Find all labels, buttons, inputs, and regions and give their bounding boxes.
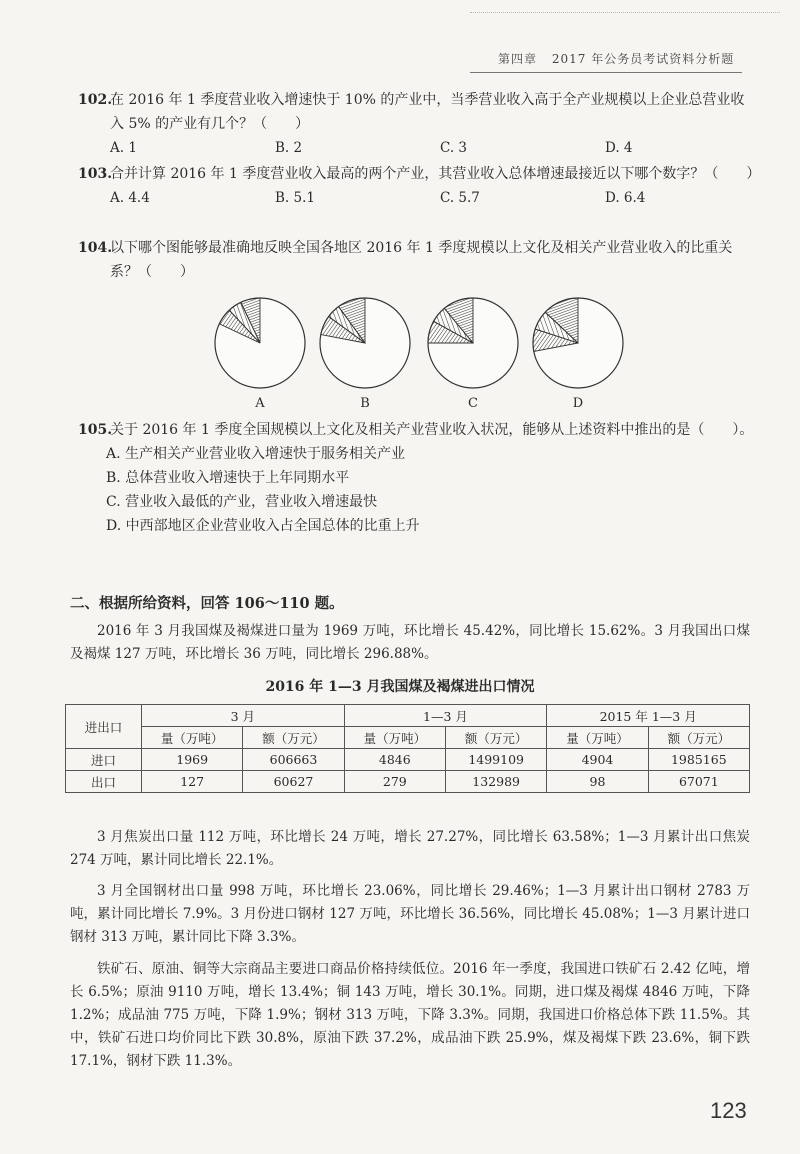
material-paragraph-1: 2016 年 3 月我国煤及褐煤进口量为 1969 万吨，环比增长 45.42%，同比增长 15.62%。3 月我国出口煤及褐煤 127 万吨，环比增长 36 万吨，同比增长 296.88%。 (70, 623, 750, 662)
row-label: 出口 (66, 771, 142, 793)
pie-label-a[interactable]: A (255, 396, 265, 411)
material-paragraph-3: 3 月全国钢材出口量 998 万吨，环比增长 23.06%，同比增长 29.46%；1—3 月累计出口钢材 2783 万吨，累计同比增长 7.9%。3 月份进口钢材 127 万吨，环比增长 36.56%，同比增长 45.08%；1—3 月累计进口钢材 313 万吨，累计同比下降 3.3%。 (70, 883, 750, 945)
question-number: 103. (78, 166, 113, 182)
table-subheader-row (66, 727, 750, 749)
table-cell: 60627 (243, 771, 344, 793)
table-cell: 67071 (648, 771, 749, 793)
top-dotted-line (470, 12, 780, 13)
pie-label-d[interactable]: D (572, 396, 584, 411)
question-102 (78, 88, 758, 158)
table-cell: 98 (547, 771, 648, 793)
pie-chart-options (205, 288, 625, 418)
question-stem: 关于 2016 年 1 季度全国规模以上文化及相关产业营业收入状况，能够从上述资料中推出的是（ ）。 (110, 422, 754, 438)
table-cell: 279 (344, 771, 445, 793)
pie-label-b[interactable]: B (360, 396, 370, 411)
sub-header: 额（万元） (243, 727, 344, 749)
table-header-row (66, 705, 750, 727)
option-c[interactable]: C. 5.7 (440, 190, 480, 206)
option-b[interactable]: B. 总体营业收入增速快于上年同期水平 (106, 470, 350, 486)
options-list (106, 442, 758, 538)
material-paragraph-2: 3 月焦炭出口量 112 万吨，环比增长 24 万吨，增长 27.27%，同比增长 63.58%；1—3 月累计出口焦炭 274 万吨，累计同比增长 22.1%。 (70, 829, 750, 868)
table-cell: 132989 (445, 771, 546, 793)
table-cell: 127 (142, 771, 243, 793)
option-b[interactable]: B. 5.1 (275, 190, 315, 206)
sub-header: 额（万元） (445, 727, 546, 749)
option-c[interactable]: C. 营业收入最低的产业，营业收入增速最快 (106, 494, 378, 510)
question-number: 104. (78, 240, 113, 256)
group-header: 1—3 月 (344, 705, 547, 727)
pie-label-c[interactable]: C (468, 396, 478, 411)
sub-header: 量（万吨） (344, 727, 445, 749)
option-b[interactable]: B. 2 (275, 140, 303, 156)
pie-charts (205, 288, 625, 398)
question-103 (78, 162, 761, 208)
header-rule (470, 72, 742, 73)
table-row (66, 749, 750, 771)
table-cell: 1499109 (445, 749, 546, 771)
option-a[interactable]: A. 生产相关产业营业收入增速快于服务相关产业 (106, 446, 406, 462)
option-a[interactable]: A. 1 (110, 140, 137, 156)
table-cell: 606663 (243, 749, 344, 771)
question-stem: 合并计算 2016 年 1 季度营业收入最高的两个产业，其营业收入总体增速最接近以下哪个数字？（ ） (110, 166, 761, 182)
sub-header: 额（万元） (648, 727, 749, 749)
group-header: 3 月 (142, 705, 345, 727)
question-105 (78, 418, 758, 538)
question-stem: 在 2016 年 1 季度营业收入增速快于 10% 的产业中，当季营业收入高于全产业规模以上企业总营业收入 5% 的产业有几个？（ ） (110, 92, 745, 132)
sub-header: 量（万吨） (142, 727, 243, 749)
running-header (498, 50, 734, 67)
options-row (110, 136, 758, 158)
question-number: 102. (78, 92, 113, 108)
chapter-label: 第四章 (498, 52, 538, 66)
book-title: 2017 年公务员考试资料分析题 (551, 52, 735, 66)
coal-trade-table (65, 704, 750, 793)
question-104 (78, 236, 758, 284)
option-d[interactable]: D. 中西部地区企业营业收入占全国总体的比重上升 (106, 518, 420, 534)
table-corner: 进出口 (66, 705, 142, 749)
section-title: 二、根据所给资料，回答 106～110 题。 (70, 595, 344, 612)
option-d[interactable]: D. 6.4 (605, 190, 646, 206)
question-stem: 以下哪个图能够最准确地反映全国各地区 2016 年 1 季度规模以上文化及相关产业营业收入的比重关系？（ ） (110, 240, 733, 280)
row-label: 进口 (66, 749, 142, 771)
options-row (110, 186, 758, 208)
question-number: 105. (78, 422, 113, 438)
sub-header: 量（万吨） (547, 727, 648, 749)
table-cell: 4846 (344, 749, 445, 771)
table-row (66, 771, 750, 793)
option-a[interactable]: A. 4.4 (110, 190, 150, 206)
material-paragraph-4: 铁矿石、原油、铜等大宗商品主要进口商品价格持续低位。2016 年一季度，我国进口铁矿石 2.42 亿吨，增长 6.5%；原油 9110 万吨，增长 13.4%；铜 143 万吨，增长 30.1%。同期，进口煤及褐煤 4846 万吨，下降 1.2%；成品油 775 万吨，下降 1.9%；钢材 313 万吨，下降 3.3%。同期，我国进口价格总体下跌 11.5%。其中，铁矿石进口均价同比下跌 30.8%，原油下跌 37.2%，成品油下跌 25.9%，煤及褐煤下跌 23.6%，铜下跌 17.1%，钢材下跌 11.3%。 (70, 961, 750, 1069)
page-number: 123 (710, 1098, 747, 1123)
option-c[interactable]: C. 3 (440, 140, 468, 156)
option-d[interactable]: D. 4 (605, 140, 633, 156)
table-cell: 1985165 (648, 749, 749, 771)
table-title: 2016 年 1—3 月我国煤及褐煤进出口情况 (265, 679, 535, 695)
table-cell: 1969 (142, 749, 243, 771)
table-cell: 4904 (547, 749, 648, 771)
group-header: 2015 年 1—3 月 (547, 705, 750, 727)
